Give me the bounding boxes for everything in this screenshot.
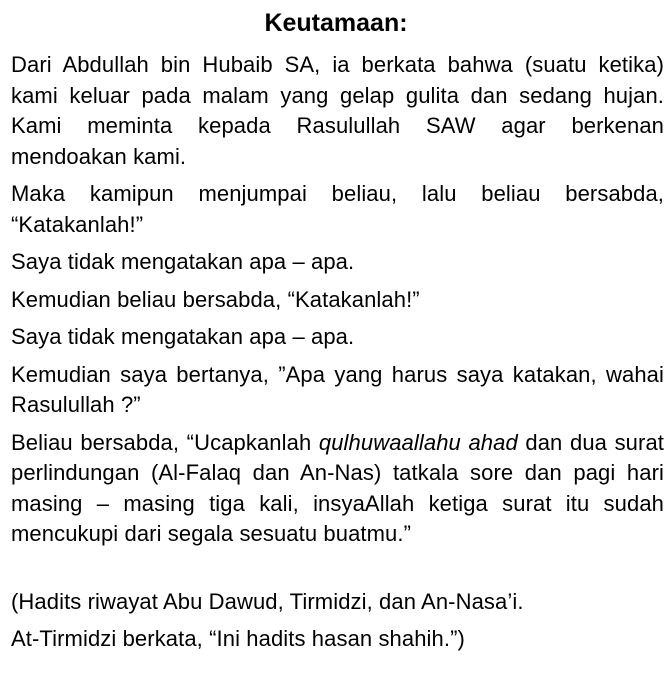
paragraph-answer: [11, 428, 664, 550]
answer-text-end: dan dua surat perlindungan (Al-Falaq dan An-Nas) tatkala sore dan pagi hari masing – masing tiga kali, insyaAllah ketiga surat itu sudah mencukupi dari segala sesuatu buatmu.”: [11, 429, 664, 546]
page-title: Keutamaan:: [264, 9, 408, 37]
source-citation-line-1: (Hadits riwayat Abu Dawud, Tirmidzi, dan An-Nasa’i.: [11, 588, 524, 614]
document-body: [11, 50, 664, 662]
paragraph-silence-1: Saya tidak mengatakan apa – apa.: [11, 249, 355, 274]
answer-text-start: Beliau bersabda, “Ucapkanlah: [11, 429, 319, 455]
paragraph-command-repeat: Kemudian beliau bersabda, “Katakanlah!”: [11, 286, 420, 312]
paragraph-silence-2: Saya tidak mengatakan apa – apa.: [11, 324, 355, 349]
section-spacer: [11, 557, 664, 587]
source-citation-line-2: At-Tirmidzi berkata, “Ini hadits hasan shahih.”): [11, 626, 465, 651]
answer-italic-phrase: qulhuwaallahu ahad: [318, 429, 518, 455]
paragraph-meeting: Maka kamipun menjumpai beliau, lalu beliau bersabda, “Katakanlah!”: [11, 181, 664, 237]
paragraph-question: Kemudian saya bertanya, ”Apa yang harus saya katakan, wahai Rasulullah ?”: [11, 361, 664, 417]
paragraph-intro: Dari Abdullah bin Hubaib SA, ia berkata bahwa (suatu ketika) kami keluar pada malam yang gelap gulita dan sedang hujan. Kami meminta kepada Rasulullah SAW agar berkenan mendoakan kami.: [11, 52, 664, 169]
